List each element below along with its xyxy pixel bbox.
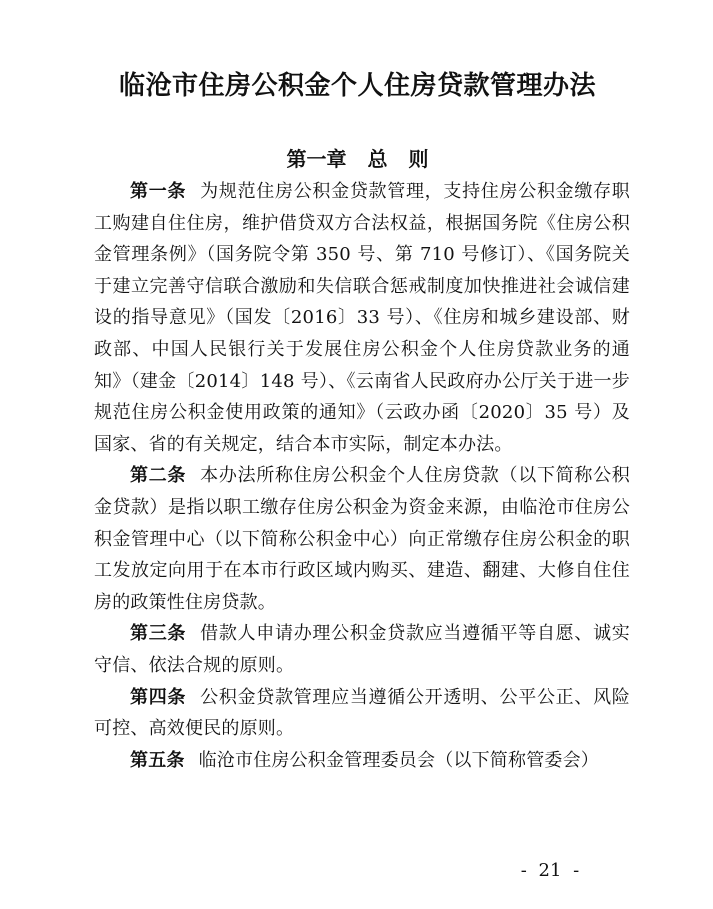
article-1 [94,176,630,460]
article-4 [94,682,630,745]
page-number: - 21 - [520,860,580,881]
article-2 [94,460,630,618]
article-text: 公积金贷款管理应当遵循公开透明、公平公正、风险可控、高效便民的原则。 [94,686,630,740]
article-number: 第三条 [130,623,187,645]
article-5 [94,745,630,777]
article-text: 为规范住房公积金贷款管理，支持住房公积金缴存职工购建自住住房，维护借贷双方合法权益，根据国务院《住房公积金管理条例》（国务院令第 350 号、第 710 号修订）、《国务院关于建立完善守信联合激励和失信联合惩戒制度加快推进社会诚信建设的指导意见》（国发〔2016〕33 号）、《住房和城乡建设部、财政部、中国人民银行关于发展住房公积金个人住房贷款业务的通知》（建金〔2014〕148 号）、《云南省人民政府办公厅关于进一步规范住房公积金使用政策的通知》（云政办函〔2020〕35 号）及国家、省的有关规定，结合本市实际，制定本办法。 [94,181,630,455]
article-number: 第一条 [130,181,187,202]
document-body [94,176,630,776]
document-title: 临沧市住房公积金个人住房贷款管理办法 [118,71,596,101]
article-number: 第五条 [130,749,185,771]
article-text: 借款人申请办理公积金贷款应当遵循平等自愿、诚实守信、依法合规的原则。 [94,623,630,676]
article-text: 本办法所称住房公积金个人住房贷款（以下简称公积金贷款）是指以职工缴存住房公积金为资金来源，由临沧市住房公积金管理中心（以下简称公积金中心）向正常缴存住房公积金的职工发放定向用于在本市行政区域内购买、建造、翻建、大修自住住房的政策性住房贷款。 [94,465,630,613]
article-3 [94,618,630,681]
article-number: 第二条 [130,465,187,487]
chapter-title: 第一章 总 则 [286,147,429,171]
article-number: 第四条 [130,686,187,708]
article-text: 临沧市住房公积金管理委员会（以下简称管委会） [198,749,600,771]
